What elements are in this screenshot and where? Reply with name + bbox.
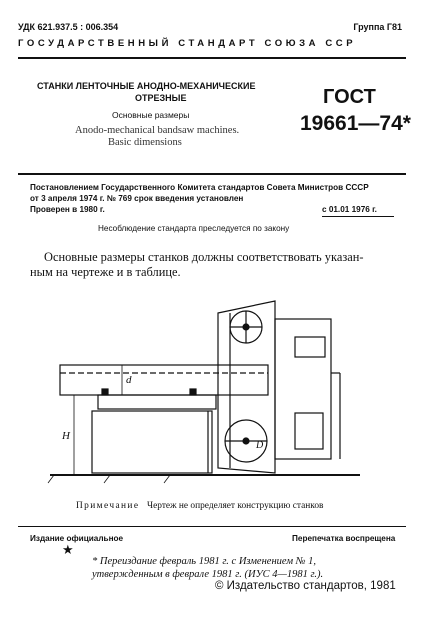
footer-copyright: © Издательство стандартов, 1981 (215, 580, 396, 592)
title-ru-line2: ОТРЕЗНЫЕ (135, 93, 187, 103)
udk-code: УДК 621.937.5 : 006.354 (18, 22, 119, 32)
dim-label-H: H (62, 430, 70, 442)
work-piece (60, 365, 268, 395)
work-table (98, 395, 216, 409)
machine-base (92, 411, 212, 473)
dim-label-D: D (256, 440, 264, 451)
footer-reprint: Перепечатка воспрещена (292, 534, 396, 543)
body-line1: Основные размеры станков должны соответствовать указан- (44, 250, 364, 264)
title-ru-sub: Основные размеры (112, 110, 190, 120)
decree-line1: Постановлением Государственного Комитета стандартов Совета Министров СССР (30, 183, 369, 192)
dim-label-d: d (126, 374, 132, 386)
decree-notice: Несоблюдение стандарта преследуется по закону (98, 224, 290, 233)
decree-line2: от 3 апреля 1974 г. № 769 срок введения установлен (30, 194, 244, 203)
gost-label: ГОСТ (323, 86, 376, 108)
title-ru-line1: СТАНКИ ЛЕНТОЧНЫЕ АНОДНО-МЕХАНИЧЕСКИЕ (37, 81, 256, 91)
title-en-line1: Anodo-mechanical bandsaw machines. (75, 125, 240, 136)
machine-drawing (40, 293, 380, 493)
header-rule (18, 57, 406, 59)
decree-line3-right: с 01.01 1976 г. (322, 205, 377, 214)
title-rule (18, 173, 406, 175)
footer-edition: Издание официальное (30, 534, 124, 543)
group-code: Группа Г81 (353, 22, 402, 32)
footer-reissue-line2: утвержденным в феврале 1981 г. (ИУС 4—1981 г.). (92, 569, 324, 580)
star-icon: ★ (62, 543, 74, 558)
decree-line3-left: Проверен в 1980 г. (30, 205, 105, 214)
body-line2: ным на чертеже и в таблице. (30, 265, 181, 279)
note-label: Примечание (76, 501, 140, 511)
title-en-line2: Basic dimensions (108, 137, 182, 148)
note-text: Чертеж не определяет конструкцию станков (147, 501, 324, 511)
footer-reissue-line1: * Переиздание февраль 1981 г. с Изменением № 1, (92, 556, 317, 567)
standard-banner: ГОСУДАРСТВЕННЫЙ СТАНДАРТ СОЮЗА ССР (18, 38, 357, 49)
gost-number: 19661—74* (300, 112, 411, 135)
date-underline (322, 216, 394, 217)
footer-rule (18, 526, 406, 527)
